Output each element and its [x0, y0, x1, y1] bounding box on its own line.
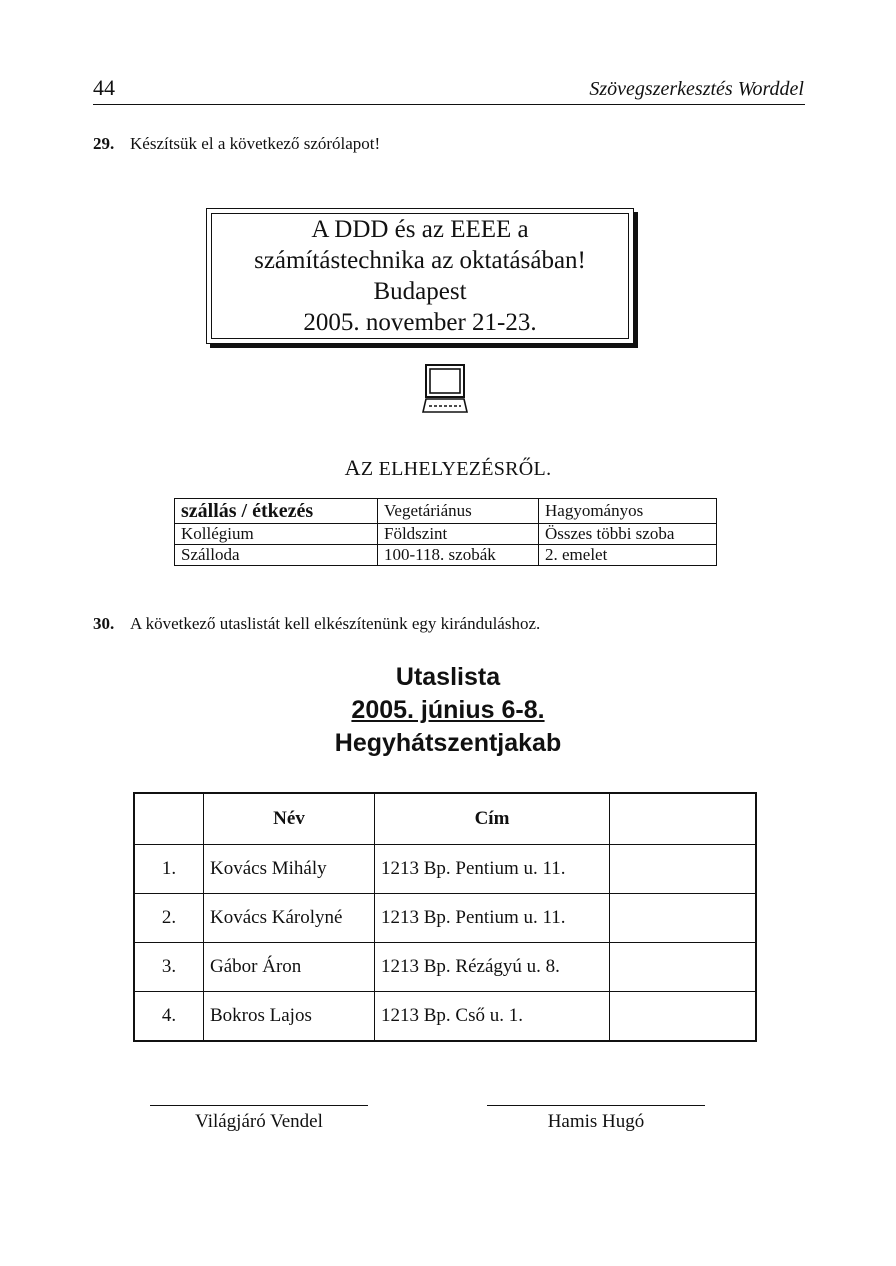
- empty-cell: [610, 845, 757, 894]
- table-cell: Szálloda: [175, 545, 378, 566]
- table-cell: 2. emelet: [539, 545, 717, 566]
- accommodation-table: [174, 498, 717, 566]
- table-header-cell: [610, 793, 757, 845]
- table-row: [134, 793, 756, 845]
- empty-cell: [610, 943, 757, 992]
- passenger-name: Kovács Károlyné: [204, 894, 375, 943]
- row-index: 1.: [134, 845, 204, 894]
- row-index: 3.: [134, 943, 204, 992]
- table-row: [175, 524, 717, 545]
- section-heading-initial: A: [344, 455, 361, 480]
- section-heading-rest: Z ELHELYEZÉSRŐL.: [360, 458, 552, 480]
- table-row: [134, 992, 756, 1042]
- table-cell: Földszint: [378, 524, 539, 545]
- table-header-cell: Név: [204, 793, 375, 845]
- table-row: [134, 894, 756, 943]
- computer-icon: [417, 364, 473, 414]
- table-row: [134, 943, 756, 992]
- passenger-list-date-text: 2005. június 6-8.: [351, 696, 545, 724]
- flyer-box: [206, 208, 634, 344]
- table-row: [175, 545, 717, 566]
- flyer-line-1: A DDD és az EEEE a: [311, 216, 529, 243]
- passenger-list-title: Utaslista: [395, 663, 501, 691]
- table-cell: Összes többi szoba: [539, 524, 717, 545]
- passenger-name: Bokros Lajos: [204, 992, 375, 1042]
- table-header-cell: Cím: [375, 793, 610, 845]
- exercise-30: [93, 614, 540, 634]
- table-header-cell: Vegetáriánus: [378, 499, 539, 524]
- table-row: [175, 499, 717, 524]
- signature-name-left: Világjáró Vendel: [195, 1111, 323, 1132]
- exercise-30-number: 30.: [93, 614, 115, 633]
- flyer-line-3: Budapest: [373, 278, 467, 305]
- passenger-table: [133, 792, 757, 1042]
- empty-cell: [610, 894, 757, 943]
- exercise-30-text: A következő utaslistát kell elkészítenünk egy kiránduláshoz.: [130, 614, 541, 633]
- running-head: Szövegszerkesztés Worddel: [589, 78, 804, 100]
- exercise-29-text: Készítsük el a következő szórólapot!: [130, 134, 381, 153]
- exercise-29: [93, 134, 380, 154]
- table-header-cell: szállás / étkezés: [175, 499, 378, 524]
- passenger-name: Gábor Áron: [204, 943, 375, 992]
- section-heading: [0, 456, 896, 481]
- flyer-line-4: 2005. november 21-23.: [303, 309, 537, 336]
- table-header-cell: [134, 793, 204, 845]
- signature-line-right: [487, 1105, 705, 1106]
- passenger-list-date: [0, 696, 896, 725]
- signature-line-left: [150, 1105, 368, 1106]
- signature-name-right: Hamis Hugó: [547, 1111, 645, 1132]
- flyer-line-2: számítástechnika az oktatásában!: [254, 247, 586, 274]
- table-cell: 100-118. szobák: [378, 545, 539, 566]
- passenger-address: 1213 Bp. Cső u. 1.: [375, 992, 610, 1042]
- table-header-cell: Hagyományos: [539, 499, 717, 524]
- passenger-name: Kovács Mihály: [204, 845, 375, 894]
- header-rule: [93, 104, 805, 105]
- passenger-list-place: Hegyhátszentjakab: [334, 729, 562, 757]
- passenger-address: 1213 Bp. Pentium u. 11.: [375, 845, 610, 894]
- page-number: 44: [93, 75, 115, 100]
- passenger-address: 1213 Bp. Pentium u. 11.: [375, 894, 610, 943]
- exercise-29-number: 29.: [93, 134, 115, 153]
- row-index: 2.: [134, 894, 204, 943]
- table-cell: Kollégium: [175, 524, 378, 545]
- table-row: [134, 845, 756, 894]
- empty-cell: [610, 992, 757, 1042]
- row-index: 4.: [134, 992, 204, 1042]
- passenger-address: 1213 Bp. Rézágyú u. 8.: [375, 943, 610, 992]
